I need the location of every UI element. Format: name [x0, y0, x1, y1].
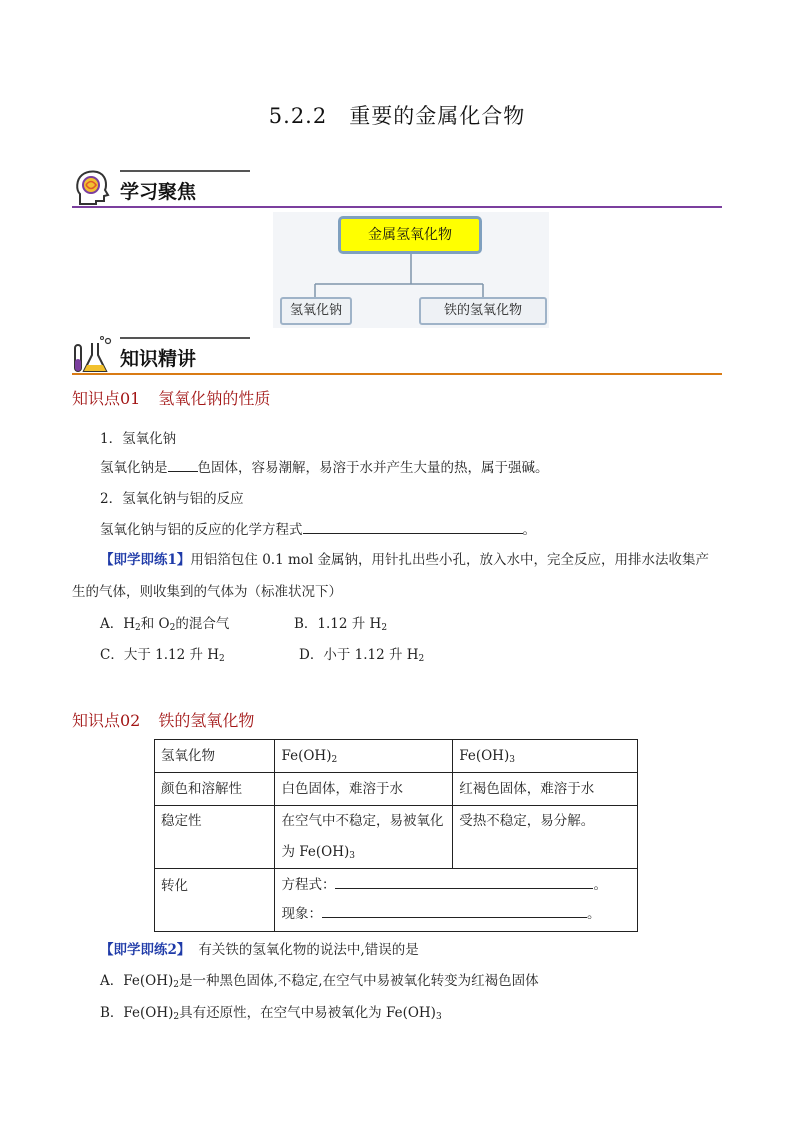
subscript: 3	[435, 1012, 442, 1022]
table-cell: 稳定性	[155, 806, 275, 869]
text-fragment: 。	[522, 522, 536, 538]
exercise-1-option-c	[100, 643, 225, 663]
table-cell	[275, 869, 638, 932]
text-fragment: 具有还原性，在空气中易被氧化为 Fe(OH)	[179, 1005, 436, 1021]
kp2-heading	[72, 708, 254, 731]
kp1-item2-text	[100, 518, 536, 538]
text-fragment: 和 O	[140, 616, 170, 632]
table-cell	[275, 740, 453, 773]
exercise-1-option-a	[100, 612, 229, 632]
subscript: 2	[135, 623, 141, 633]
text-fragment: B．Fe(OH)	[100, 1005, 174, 1021]
text-fragment	[281, 837, 446, 868]
fill-blank	[335, 875, 593, 890]
exercise-1-line2: 生的气体，则收集到的气体为（标准状况下）	[72, 584, 342, 600]
subscript: 2	[219, 654, 225, 664]
text-fragment: 。	[593, 877, 607, 893]
page-title: 5.2.2 重要的金属化合物	[268, 104, 526, 128]
text-fragment: 方程式：	[281, 877, 336, 893]
kp1-item1-heading: 1．氢氧化钠	[100, 431, 177, 447]
exercise-1-option-b	[294, 612, 387, 632]
section-topline	[120, 337, 250, 339]
text-fragment: 为 Fe(OH)	[281, 844, 350, 860]
table-cell: 红褐色固体，难溶于水	[453, 773, 638, 806]
subscript: 2	[418, 654, 425, 664]
text-fragment: 用铝箔包住 0.1 mol 金属钠，用针扎出些小孔，放入水中，完全反应，用排水法收集产	[190, 552, 709, 568]
table-cell	[453, 740, 638, 773]
fill-blank	[322, 904, 587, 919]
table-cell: 氢氧化物	[155, 740, 275, 773]
text-fragment: A．Fe(OH)	[100, 973, 174, 989]
exercise-label: 【即学即练2】	[100, 942, 191, 958]
kp1-item1-text	[100, 456, 549, 476]
subscript: 2	[381, 623, 388, 633]
text-fragment: 是一种黑色固体,不稳定,在空气中易被氧化转变为红褐色固体	[178, 973, 539, 989]
text-fragment: 色固体，容易潮解，易溶于水并产生大量的热，属于强碱。	[197, 460, 549, 476]
exercise-label: 【即学即练1】	[100, 552, 191, 568]
text-fragment: D．小于 1.12 升 H	[299, 647, 419, 663]
diagram-root-node: 金属氢氧化物	[338, 216, 482, 254]
table-cell	[275, 806, 453, 869]
kp1-title: 氢氧化钠的性质	[158, 389, 271, 408]
head-brain-icon	[72, 168, 112, 208]
kp2-title: 铁的氢氧化物	[158, 711, 255, 730]
text-fragment: 氢氧化钠与铝的反应的化学方程式	[100, 522, 303, 538]
text-fragment: 现象：	[281, 906, 322, 922]
exercise-2-line	[100, 938, 419, 958]
text-fragment: 的混合气	[175, 616, 230, 632]
section-label: 知识精讲	[120, 348, 197, 370]
section-topline	[120, 170, 250, 172]
lab-flask-icon	[72, 335, 112, 375]
table-cell: 受热不稳定，易分解。	[453, 806, 638, 869]
section-rule	[72, 206, 722, 208]
kp1-heading	[72, 386, 270, 409]
subscript: 2	[331, 755, 338, 765]
table-row	[155, 806, 638, 869]
kp2-number: 知识点02	[72, 711, 141, 730]
kp1-number: 知识点01	[72, 389, 141, 408]
text-fragment: 氢氧化钠是	[100, 460, 168, 476]
diagram-node-iron-hydroxide: 铁的氢氧化物	[419, 297, 547, 325]
subscript: 3	[349, 851, 355, 861]
text-fragment: B．1.12 升 H	[294, 616, 382, 632]
text-fragment: Fe(OH)	[281, 748, 332, 764]
diagram-node-sodium-hydroxide: 氢氧化钠	[280, 297, 352, 325]
exercise-2-option-b	[100, 1001, 442, 1021]
kp1-item2-heading: 2．氢氧化钠与铝的反应	[100, 491, 244, 507]
section-rule	[72, 373, 722, 375]
table-row	[155, 773, 638, 806]
subscript: 2	[169, 623, 176, 633]
section-label: 学习聚焦	[120, 181, 197, 203]
table-cell: 转化	[155, 869, 275, 932]
exercise-2-option-a	[100, 969, 539, 989]
fill-blank	[303, 520, 523, 535]
text-fragment: 。	[586, 906, 601, 922]
text-fragment: 有关铁的氢氧化物的说法中,错误的是	[198, 942, 419, 958]
text-fragment: 在空气中不稳定，易被氧化	[281, 813, 444, 829]
text-fragment: A．H	[100, 616, 136, 632]
section-learning-focus	[72, 168, 722, 208]
exercise-1-line1	[100, 548, 709, 568]
fill-blank	[168, 458, 198, 473]
exercise-1-option-d	[299, 643, 424, 663]
equation-line	[281, 871, 631, 900]
text-fragment: C．大于 1.12 升 H	[100, 647, 220, 663]
phenomenon-line	[281, 900, 631, 929]
table-cell: 白色固体，难溶于水	[275, 773, 453, 806]
subscript: 2	[173, 1012, 180, 1022]
iron-hydroxide-table	[154, 739, 638, 932]
subscript: 2	[173, 980, 179, 990]
table-row	[155, 869, 638, 932]
concept-diagram	[273, 212, 549, 328]
table-row	[155, 740, 638, 773]
text-fragment: Fe(OH)	[459, 748, 510, 764]
table-cell: 颜色和溶解性	[155, 773, 275, 806]
section-knowledge-lecture	[72, 335, 722, 375]
subscript: 3	[509, 755, 515, 765]
